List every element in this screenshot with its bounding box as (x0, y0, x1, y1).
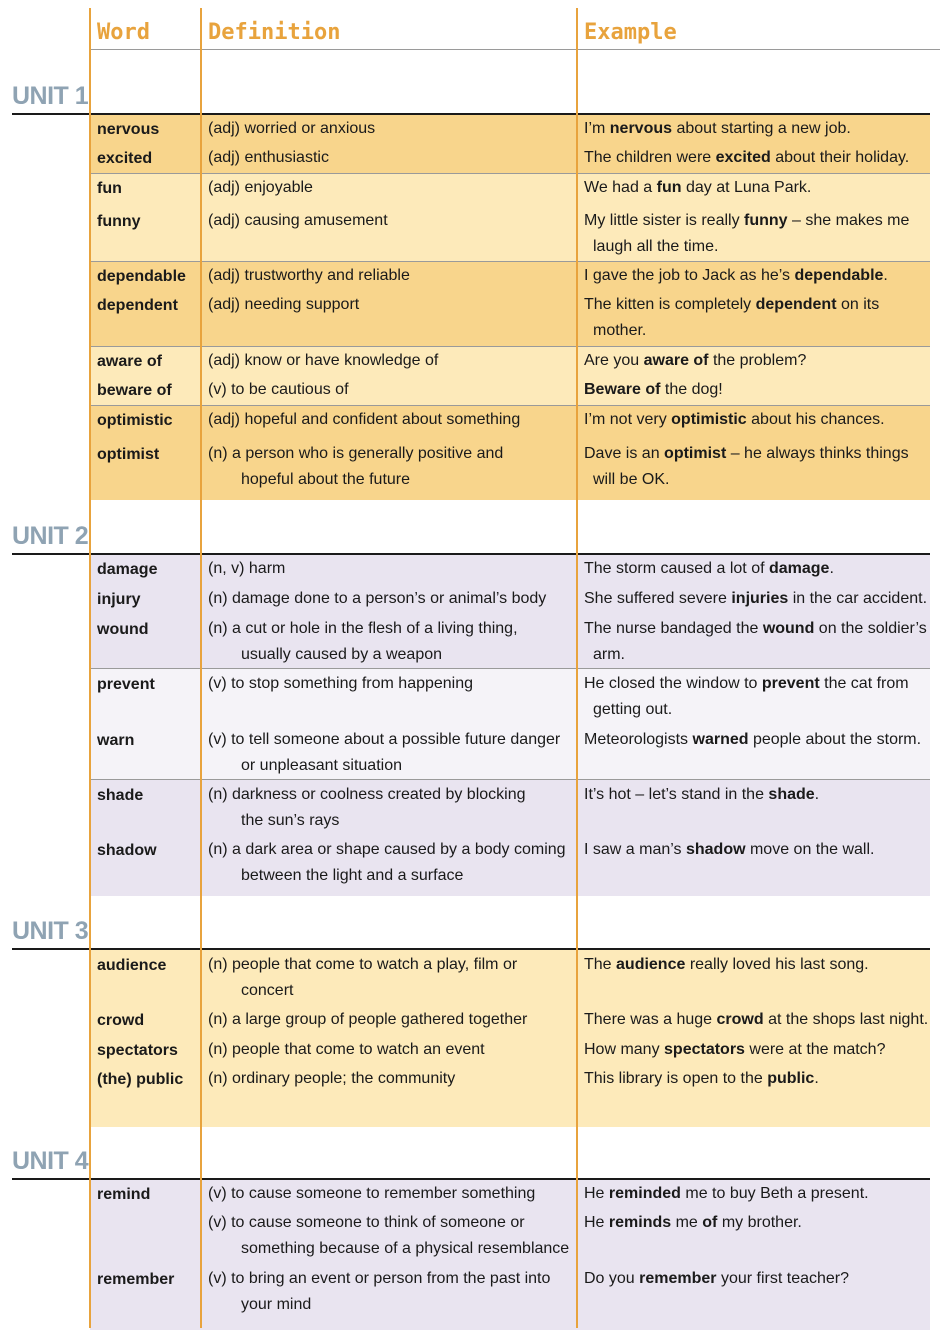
example: Are you aware of the problem? (584, 352, 807, 369)
word-shade: shade (97, 787, 144, 804)
word-the-public: (the) public (97, 1071, 184, 1088)
example: The audience really loved his last song. (584, 956, 869, 973)
header-definition: Definition (208, 20, 341, 45)
definition: (adj) know or have knowledge of (208, 352, 439, 369)
definition: (adj) hopeful and confident about something (208, 411, 521, 428)
example-continued: getting out. (593, 701, 673, 718)
word-injury: injury (97, 591, 141, 608)
definition: (adj) enjoyable (208, 179, 313, 196)
definition: (adj) causing amusement (208, 212, 388, 229)
definition: (n) a dark area or shape caused by a body coming (208, 841, 566, 858)
separator (90, 173, 930, 174)
header-rule (90, 49, 940, 50)
word-warn: warn (97, 732, 135, 749)
word-dependable: dependable (97, 268, 186, 285)
word-remind: remind (97, 1186, 151, 1203)
word-optimist: optimist (97, 446, 160, 463)
separator (90, 668, 930, 669)
definition: (n) people that come to watch an event (208, 1041, 485, 1058)
definition: (n) a large group of people gathered together (208, 1011, 528, 1028)
word-optimistic: optimistic (97, 412, 173, 429)
example: Do you remember your first teacher? (584, 1270, 850, 1287)
example: This library is open to the public. (584, 1070, 819, 1087)
example: We had a fun day at Luna Park. (584, 179, 812, 196)
column-divider-definition (200, 8, 202, 1328)
word-prevent: prevent (97, 676, 155, 693)
definition: (v) to bring an event or person from the past into (208, 1270, 551, 1287)
word-spectators: spectators (97, 1042, 178, 1059)
header-example: Example (584, 20, 677, 45)
example: Meteorologists warned people about the storm. (584, 731, 922, 748)
column-divider-example (576, 8, 578, 1328)
definition: (n) ordinary people; the community (208, 1070, 456, 1087)
definition-continued: usually caused by a weapon (241, 646, 443, 663)
example: The nurse bandaged the wound on the soldier’s (584, 620, 927, 637)
example: I’m nervous about starting a new job. (584, 120, 851, 137)
definition: (v) to tell someone about a possible future danger (208, 731, 561, 748)
definition: (v) to cause someone to remember something (208, 1185, 536, 1202)
example-continued: mother. (593, 322, 647, 339)
definition: (v) to cause someone to think of someone or (208, 1214, 525, 1231)
definition-continued: concert (241, 982, 294, 999)
example: He closed the window to prevent the cat from (584, 675, 909, 692)
unit-4-rule (12, 1178, 930, 1180)
word-excited: excited (97, 150, 153, 167)
separator (90, 346, 930, 347)
example-continued: will be OK. (593, 471, 670, 488)
definition: (v) to be cautious of (208, 381, 349, 398)
definition-continued: hopeful about the future (241, 471, 411, 488)
definition-continued: or unpleasant situation (241, 757, 402, 774)
table-header (90, 0, 940, 50)
word-fun: fun (97, 180, 122, 197)
unit-4-label: UNIT 4 (12, 1147, 89, 1175)
example: How many spectators were at the match? (584, 1041, 886, 1058)
header-word: Word (97, 20, 150, 45)
separator (90, 261, 930, 262)
word-funny: funny (97, 213, 141, 230)
definition: (n, v) harm (208, 560, 286, 577)
separator (90, 405, 930, 406)
definition: (n) darkness or coolness created by blocking (208, 786, 526, 803)
definition-continued: the sun’s rays (241, 812, 340, 829)
example: She suffered severe injuries in the car accident. (584, 590, 928, 607)
word-dependent: dependent (97, 297, 178, 314)
unit-3-label: UNIT 3 (12, 917, 89, 945)
example: I’m not very optimistic about his chances. (584, 411, 885, 428)
unit-1-label: UNIT 1 (12, 82, 89, 110)
definition-continued: your mind (241, 1296, 312, 1313)
example: Dave is an optimist – he always thinks things (584, 445, 909, 462)
unit-2-label: UNIT 2 (12, 522, 89, 550)
example: He reminds me of my brother. (584, 1214, 802, 1231)
example: He reminded me to buy Beth a present. (584, 1185, 869, 1202)
unit-2-rule (12, 553, 930, 555)
definition: (n) damage done to a person’s or animal’s body (208, 590, 547, 607)
definition: (n) a person who is generally positive and (208, 445, 504, 462)
definition: (adj) needing support (208, 296, 360, 313)
example: I gave the job to Jack as he’s dependable. (584, 267, 888, 284)
word-remember: remember (97, 1271, 175, 1288)
definition-continued: something because of a physical resemblance (241, 1240, 570, 1257)
word-crowd: crowd (97, 1012, 145, 1029)
word-aware-of: aware of (97, 353, 162, 370)
definition: (n) a cut or hole in the flesh of a living thing, (208, 620, 518, 637)
definition: (adj) worried or anxious (208, 120, 376, 137)
example: The storm caused a lot of damage. (584, 560, 834, 577)
example-continued: laugh all the time. (593, 238, 719, 255)
definition: (adj) trustworthy and reliable (208, 267, 410, 284)
example: There was a huge crowd at the shops last night. (584, 1011, 929, 1028)
unit-1-rule (12, 113, 930, 115)
word-shadow: shadow (97, 842, 157, 859)
definition-continued: between the light and a surface (241, 867, 464, 884)
example: It’s hot – let’s stand in the shade. (584, 786, 820, 803)
word-nervous: nervous (97, 121, 160, 138)
unit-3-rule (12, 948, 930, 950)
example: I saw a man’s shadow move on the wall. (584, 841, 875, 858)
example: The children were excited about their holiday. (584, 149, 910, 166)
separator (90, 779, 930, 780)
word-beware-of: beware of (97, 382, 172, 399)
definition: (n) people that come to watch a play, film or (208, 956, 518, 973)
definition: (adj) enthusiastic (208, 149, 329, 166)
example: My little sister is really funny – she makes me (584, 212, 910, 229)
word-damage: damage (97, 561, 158, 578)
example-continued: arm. (593, 646, 625, 663)
example: The kitten is completely dependent on its (584, 296, 880, 313)
column-divider-word (89, 8, 91, 1328)
word-audience: audience (97, 957, 167, 974)
definition: (v) to stop something from happening (208, 675, 474, 692)
word-wound: wound (97, 621, 149, 638)
example: Beware of the dog! (584, 381, 723, 398)
